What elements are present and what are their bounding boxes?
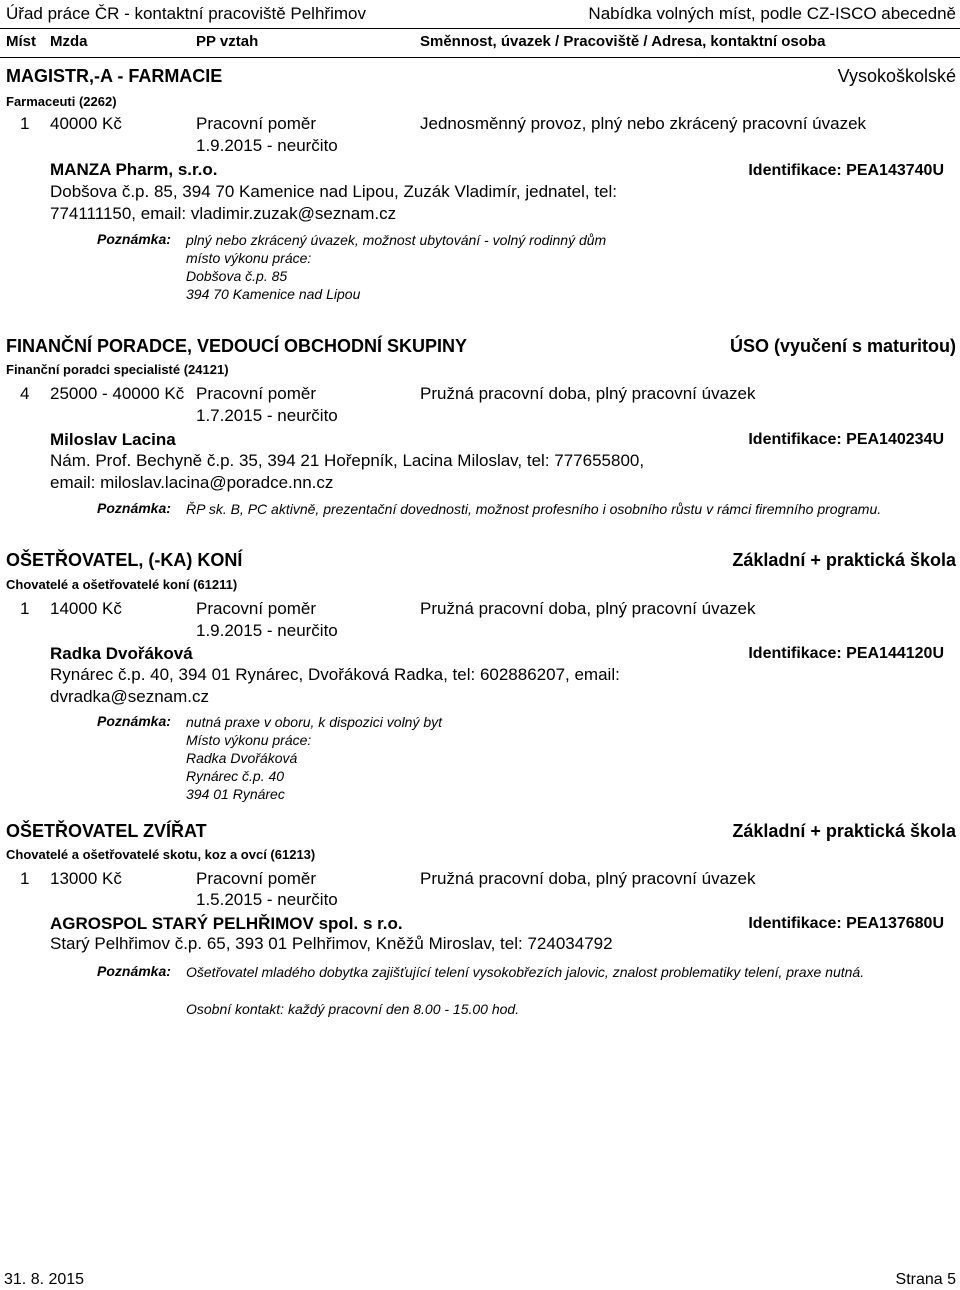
note-text: ŘP sk. B, PC aktivně, prezentační dovednosti, možnost profesního i osobního růstu v rámci firemního programu. (186, 501, 882, 517)
occupation-code: Chovatelé a ošetřovatelé skotu, koz a ovcí (61213) (6, 847, 316, 862)
shift-info: Pružná pracovní doba, plný pracovní úvazek (420, 869, 756, 888)
employment-type: Pracovní poměr (196, 384, 316, 403)
job-title: MAGISTR,-A - FARMACIE (6, 66, 223, 86)
column-mzda: Mzda (50, 33, 88, 50)
column-smennost: Směnnost, úvazek / Pracoviště / Adresa, kontaktní osoba (420, 33, 826, 50)
note-line: Rynárec č.p. 40 (186, 768, 285, 784)
occupation-code: Finanční poradci specialisté (24121) (6, 362, 229, 377)
job-id: Identifikace: PEA143740U (748, 162, 944, 179)
header-rule (0, 28, 960, 29)
note-contact: Osobní kontakt: každý pracovní den 8.00 - 15.00 hod. (186, 1001, 520, 1017)
footer-page-number: Strana 5 (895, 1271, 956, 1288)
occupation-code: Chovatelé a ošetřovatelé koní (61211) (6, 577, 238, 592)
note-label: Poznámka: (97, 500, 171, 516)
note-line: Dobšova č.p. 85 (186, 268, 288, 284)
employer-name: Miloslav Lacina (50, 430, 176, 449)
note-line: plný nebo zkrácený úvazek, možnost ubytování - volný rodinný dům (186, 232, 607, 248)
date-range: 1.7.2015 - neurčito (196, 406, 338, 425)
occupation-code: Farmaceuti (2262) (6, 94, 117, 109)
employment-type: Pracovní poměr (196, 599, 316, 618)
date-range: 1.9.2015 - neurčito (196, 621, 338, 640)
note-text (186, 713, 442, 803)
column-pp-vztah: PP vztah (196, 33, 259, 50)
columns-rule (0, 57, 960, 58)
education-level: Vysokoškolské (837, 66, 956, 86)
employer-address: Nám. Prof. Bechyně č.p. 35, 394 21 Hořepník, Lacina Miloslav, tel: 777655800, email: miloslav.lacina@poradce.nn.cz (50, 451, 645, 492)
salary: 13000 Kč (50, 869, 122, 888)
job-id: Identifikace: PEA144120U (748, 645, 944, 662)
note-line: 394 70 Kamenice nad Lipou (186, 286, 361, 302)
education-level: Základní + praktická škola (732, 550, 956, 570)
salary: 25000 - 40000 Kč (50, 384, 185, 403)
note-label: Poznámka: (97, 231, 171, 247)
job-title: FINANČNÍ PORADCE, VEDOUCÍ OBCHODNÍ SKUPINY (6, 336, 468, 356)
shift-info: Pružná pracovní doba, plný pracovní úvazek (420, 384, 756, 403)
employer-address: Rynárec č.p. 40, 394 01 Rynárec, Dvořáková Radka, tel: 602886207, email: dvradka@seznam.cz (50, 665, 620, 706)
note-line: Radka Dvořáková (186, 750, 298, 766)
column-mist: Míst (6, 33, 36, 50)
employment-type: Pracovní poměr (196, 869, 316, 888)
shift-info: Jednosměnný provoz, plný nebo zkrácený pracovní úvazek (420, 114, 867, 133)
shift-info: Pružná pracovní doba, plný pracovní úvazek (420, 599, 756, 618)
job-id: Identifikace: PEA140234U (748, 431, 944, 448)
report-subtitle: Nabídka volných míst, podle CZ-ISCO abecedně (588, 4, 956, 23)
job-title: OŠETŘOVATEL ZVÍŘAT (6, 821, 207, 841)
vacancy-count: 4 (20, 384, 30, 403)
note-text (186, 231, 606, 303)
employer-address: Dobšova č.p. 85, 394 70 Kamenice nad Lipou, Zuzák Vladimír, jednatel, tel: 774111150, email: vladimir.zuzak@seznam.cz (50, 182, 618, 223)
employment-type: Pracovní poměr (196, 114, 316, 133)
education-level: ÚSO (vyučení s maturitou) (729, 336, 956, 356)
employer-name: AGROSPOL STARÝ PELHŘIMOV spol. s r.o. (50, 914, 403, 933)
job-title: OŠETŘOVATEL, (-KA) KONÍ (6, 550, 243, 570)
note-line: místo výkonu práce: (186, 250, 312, 266)
vacancy-count: 1 (20, 114, 30, 133)
education-level: Základní + praktická škola (732, 821, 956, 841)
job-id: Identifikace: PEA137680U (748, 915, 944, 932)
note-label: Poznámka: (97, 713, 171, 729)
note-line: Místo výkonu práce: (186, 732, 312, 748)
employer-name: MANZA Pharm, s.r.o. (50, 160, 218, 179)
employer-address: Starý Pelhřimov č.p. 65, 393 01 Pelhřimov, Kněžů Miroslav, tel: 724034792 (50, 934, 613, 953)
note-line: 394 01 Rynárec (186, 786, 285, 802)
footer-date: 31. 8. 2015 (4, 1271, 85, 1288)
note-label: Poznámka: (97, 963, 171, 979)
employer-name: Radka Dvořáková (50, 644, 193, 663)
salary: 40000 Kč (50, 114, 122, 133)
report-title: Úřad práce ČR - kontaktní pracoviště Pelhřimov (6, 4, 366, 23)
salary: 14000 Kč (50, 599, 122, 618)
vacancy-count: 1 (20, 869, 30, 888)
date-range: 1.9.2015 - neurčito (196, 136, 338, 155)
vacancy-count: 1 (20, 599, 30, 618)
note-text: Ošetřovatel mladého dobytka zajišťující telení vysokobřezích jalovic, znalost problematiky telení, praxe nutná. (186, 964, 865, 980)
date-range: 1.5.2015 - neurčito (196, 890, 338, 909)
note-line: nutná praxe v oboru, k dispozici volný byt (186, 714, 443, 730)
